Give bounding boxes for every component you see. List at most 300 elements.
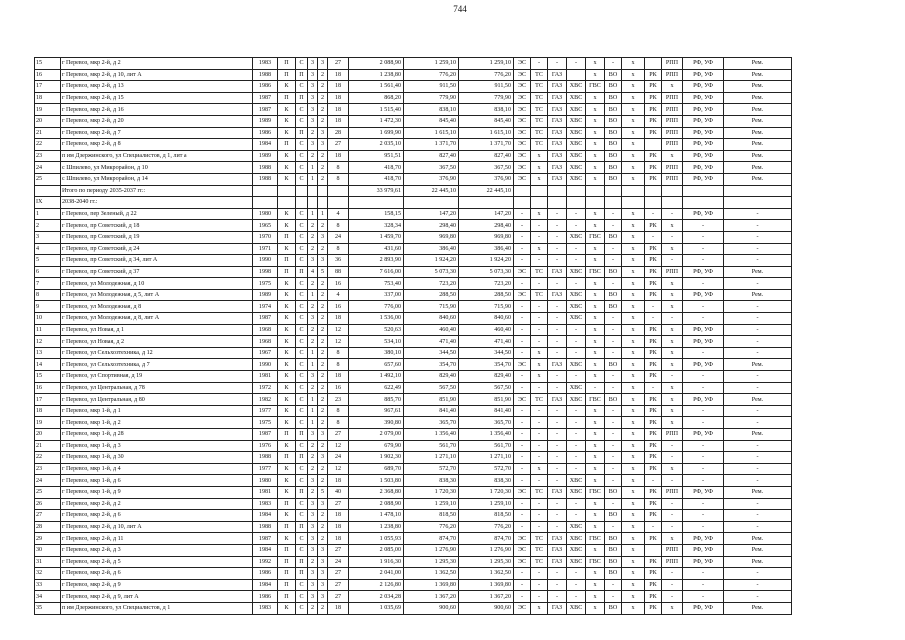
table-cell: 4 bbox=[328, 208, 349, 220]
table-cell: - bbox=[605, 347, 622, 359]
table-cell: ВО bbox=[605, 533, 622, 545]
table-cell: 1987 bbox=[253, 533, 278, 545]
table-cell bbox=[308, 197, 318, 209]
table-cell: Рем. bbox=[724, 533, 792, 545]
table-cell: 1 271,10 bbox=[459, 452, 514, 464]
table-cell: х bbox=[586, 324, 605, 336]
table-cell: - bbox=[662, 371, 683, 383]
table-cell: 2 bbox=[308, 301, 318, 313]
address-cell: г Перевоз, мкр 2-й, д 10, лит А bbox=[61, 521, 253, 533]
table-cell: - bbox=[514, 347, 531, 359]
table-cell: РК bbox=[645, 463, 662, 475]
table-cell: - bbox=[548, 255, 567, 267]
table-cell: 2 bbox=[308, 324, 318, 336]
table-cell: РК bbox=[645, 556, 662, 568]
table-cell: 841,40 bbox=[404, 405, 459, 417]
table-cell: 657,60 bbox=[349, 359, 404, 371]
table-cell: 3 bbox=[318, 544, 328, 556]
row-number-cell: 2 bbox=[35, 220, 61, 232]
table-cell: ГАЗ bbox=[548, 556, 567, 568]
table-cell: РК bbox=[645, 243, 662, 255]
table-cell: - bbox=[605, 371, 622, 383]
table-row bbox=[35, 243, 792, 255]
table-cell: 1975 bbox=[253, 417, 278, 429]
address-cell: г Перевоз, мкр 2-й, д 2 bbox=[61, 498, 253, 510]
table-cell: 1986 bbox=[253, 568, 278, 580]
row-number-cell: 33 bbox=[35, 579, 61, 591]
table-cell: х bbox=[622, 405, 645, 417]
table-cell: 1 035,69 bbox=[349, 602, 404, 614]
table-cell: 753,40 bbox=[349, 278, 404, 290]
table-cell: П bbox=[296, 92, 308, 104]
row-number-cell: 4 bbox=[35, 243, 61, 255]
table-row bbox=[35, 417, 792, 429]
table-cell: 2 bbox=[318, 243, 328, 255]
table-cell: х bbox=[662, 533, 683, 545]
table-cell: - bbox=[548, 231, 567, 243]
table-cell: 967,61 bbox=[349, 405, 404, 417]
table-cell: 8 bbox=[328, 359, 349, 371]
table-cell: РФ, УФ bbox=[683, 104, 724, 116]
table-row bbox=[35, 255, 792, 267]
table-cell: 27 bbox=[328, 498, 349, 510]
table-cell: 471,40 bbox=[404, 336, 459, 348]
table-cell: 1 276,90 bbox=[404, 544, 459, 556]
table-cell: - bbox=[514, 475, 531, 487]
table-cell: - bbox=[724, 568, 792, 580]
table-cell: 36 bbox=[328, 255, 349, 267]
table-cell: П bbox=[278, 58, 296, 70]
table-row bbox=[35, 69, 792, 81]
table-cell: 622,49 bbox=[349, 382, 404, 394]
table-cell: РК bbox=[645, 336, 662, 348]
table-cell: РК bbox=[645, 150, 662, 162]
table-cell: РПП bbox=[662, 429, 683, 441]
table-cell: 1987 bbox=[253, 313, 278, 325]
table-cell: 1 478,10 bbox=[349, 510, 404, 522]
table-cell: - bbox=[514, 498, 531, 510]
table-cell: 386,40 bbox=[404, 243, 459, 255]
table-cell: - bbox=[514, 336, 531, 348]
table-cell: 715,90 bbox=[404, 301, 459, 313]
table-cell: - bbox=[531, 382, 548, 394]
row-number-cell: 12 bbox=[35, 336, 61, 348]
table-cell: П bbox=[296, 486, 308, 498]
table-cell: ГВС bbox=[586, 486, 605, 498]
table-cell: х bbox=[662, 220, 683, 232]
table-cell: ГАЗ bbox=[548, 81, 567, 93]
table-cell: ВО bbox=[605, 556, 622, 568]
table-cell: х bbox=[662, 336, 683, 348]
table-cell: 1 916,30 bbox=[349, 556, 404, 568]
table-cell: 1 356,40 bbox=[404, 429, 459, 441]
table-cell: 1989 bbox=[253, 289, 278, 301]
table-cell: х bbox=[662, 278, 683, 290]
table-cell: х bbox=[586, 602, 605, 614]
table-cell: К bbox=[278, 301, 296, 313]
table-cell: х bbox=[586, 475, 605, 487]
table-cell: х bbox=[622, 162, 645, 174]
table-cell: - bbox=[531, 58, 548, 70]
table-cell: - bbox=[683, 417, 724, 429]
table-cell: 27 bbox=[328, 568, 349, 580]
table-cell: х bbox=[586, 371, 605, 383]
table-cell: ТС bbox=[531, 544, 548, 556]
table-cell: 845,40 bbox=[459, 115, 514, 127]
table-cell: 8 bbox=[328, 417, 349, 429]
table-cell: х bbox=[662, 405, 683, 417]
table-cell: Рем. bbox=[724, 139, 792, 151]
table-cell: 2 bbox=[318, 150, 328, 162]
table-cell: ТС bbox=[531, 266, 548, 278]
table-cell: С bbox=[296, 359, 308, 371]
table-cell: - bbox=[605, 58, 622, 70]
table-cell: 3 bbox=[308, 139, 318, 151]
table-cell: - bbox=[567, 255, 586, 267]
row-number-cell: 22 bbox=[35, 452, 61, 464]
table-cell: РК bbox=[645, 324, 662, 336]
table-cell: - bbox=[567, 568, 586, 580]
table-cell: - bbox=[662, 591, 683, 603]
table-cell: 12 bbox=[328, 336, 349, 348]
table-cell bbox=[645, 197, 662, 209]
table-cell: ВО bbox=[605, 69, 622, 81]
table-cell: 418,70 bbox=[349, 162, 404, 174]
table-cell: 1 bbox=[318, 208, 328, 220]
table-cell: РПП bbox=[662, 266, 683, 278]
table-cell: - bbox=[567, 417, 586, 429]
table-cell: 1 536,00 bbox=[349, 313, 404, 325]
table-cell: - bbox=[548, 208, 567, 220]
table-cell: Рем. bbox=[724, 150, 792, 162]
table-row bbox=[35, 440, 792, 452]
table-cell: С bbox=[296, 544, 308, 556]
table-cell: ГВС bbox=[586, 81, 605, 93]
table-cell: РФ, УФ bbox=[683, 81, 724, 93]
table-cell bbox=[724, 197, 792, 209]
table-cell: - bbox=[724, 463, 792, 475]
table-cell: 2 bbox=[318, 173, 328, 185]
row-number-cell: 1 bbox=[35, 208, 61, 220]
table-cell: 874,70 bbox=[459, 533, 514, 545]
table-cell: 354,70 bbox=[459, 359, 514, 371]
table-cell: С bbox=[296, 347, 308, 359]
table-cell: 22 445,10 bbox=[459, 185, 514, 197]
table-cell: 1 371,70 bbox=[404, 139, 459, 151]
row-number-cell: 15 bbox=[35, 58, 61, 70]
table-cell: 3 bbox=[308, 371, 318, 383]
row-number-cell bbox=[35, 185, 61, 197]
table-cell: 1 bbox=[308, 173, 318, 185]
row-number-cell: 26 bbox=[35, 498, 61, 510]
table-cell bbox=[605, 197, 622, 209]
table-cell: 2 bbox=[318, 382, 328, 394]
table-cell: х bbox=[586, 208, 605, 220]
table-cell: 1982 bbox=[253, 394, 278, 406]
table-cell: 2 bbox=[318, 359, 328, 371]
table-cell: ГАЗ bbox=[548, 394, 567, 406]
table-cell: х bbox=[622, 115, 645, 127]
table-cell: ВО bbox=[605, 104, 622, 116]
table-cell: К bbox=[278, 208, 296, 220]
table-cell: П bbox=[296, 429, 308, 441]
table-cell: - bbox=[567, 347, 586, 359]
row-number-cell: 20 bbox=[35, 429, 61, 441]
table-cell: - bbox=[605, 208, 622, 220]
table-cell: 1 356,40 bbox=[459, 429, 514, 441]
table-cell: - bbox=[514, 382, 531, 394]
table-cell: ЭС bbox=[514, 92, 531, 104]
table-cell: 3 bbox=[308, 498, 318, 510]
table-cell: 1 259,10 bbox=[404, 58, 459, 70]
table-cell: х bbox=[622, 150, 645, 162]
table-cell bbox=[567, 197, 586, 209]
table-cell: 1986 bbox=[253, 591, 278, 603]
table-cell: 18 bbox=[328, 313, 349, 325]
table-cell: - bbox=[605, 405, 622, 417]
table-cell bbox=[586, 197, 605, 209]
table-cell bbox=[567, 69, 586, 81]
table-cell: С bbox=[296, 220, 308, 232]
table-cell: 1 924,20 bbox=[459, 255, 514, 267]
table-cell: х bbox=[622, 139, 645, 151]
address-cell: г Перевоз, мкр 2-й, д 6 bbox=[61, 568, 253, 580]
table-cell: К bbox=[278, 486, 296, 498]
table-cell: 376,90 bbox=[404, 173, 459, 185]
table-cell: х bbox=[586, 568, 605, 580]
address-cell: г Перевоз, ул Молодежная, д 10 bbox=[61, 278, 253, 290]
table-cell: 1984 bbox=[253, 510, 278, 522]
table-cell: 779,90 bbox=[459, 92, 514, 104]
table-cell: РФ, УФ bbox=[683, 394, 724, 406]
table-cell: ТС bbox=[531, 81, 548, 93]
table-cell: 1 720,30 bbox=[459, 486, 514, 498]
table-cell: 1 720,30 bbox=[404, 486, 459, 498]
page-number: 744 bbox=[453, 4, 467, 14]
table-cell: 1 615,10 bbox=[459, 127, 514, 139]
table-cell: х bbox=[586, 510, 605, 522]
table-cell: х bbox=[586, 579, 605, 591]
table-cell: х bbox=[622, 382, 645, 394]
table-cell: 1 295,30 bbox=[459, 556, 514, 568]
table-cell: 354,70 bbox=[404, 359, 459, 371]
table-cell: 679,90 bbox=[349, 440, 404, 452]
table-cell: - bbox=[645, 313, 662, 325]
table-cell: К bbox=[278, 324, 296, 336]
table-row bbox=[35, 405, 792, 417]
table-cell: х bbox=[586, 313, 605, 325]
address-cell: г Перевоз, мкр 2-й, д 15 bbox=[61, 92, 253, 104]
table-cell: ХВС bbox=[567, 486, 586, 498]
address-cell: г Перевоз, мкр 2-й, д 2 bbox=[61, 58, 253, 70]
table-cell: - bbox=[548, 324, 567, 336]
table-cell: х bbox=[586, 255, 605, 267]
table-cell: 838,10 bbox=[459, 104, 514, 116]
table-cell: ТС bbox=[531, 115, 548, 127]
table-cell: С bbox=[296, 243, 308, 255]
row-number-cell: 21 bbox=[35, 127, 61, 139]
table-cell: ГАЗ bbox=[548, 533, 567, 545]
row-number-cell: 10 bbox=[35, 313, 61, 325]
table-cell: 534,10 bbox=[349, 336, 404, 348]
table-cell: ХВС bbox=[567, 127, 586, 139]
table-cell: 779,90 bbox=[404, 92, 459, 104]
table-cell: 3 bbox=[308, 579, 318, 591]
table-cell: 1967 bbox=[253, 347, 278, 359]
table-cell: - bbox=[567, 498, 586, 510]
table-cell: ХВС bbox=[567, 289, 586, 301]
table-cell: х bbox=[622, 208, 645, 220]
table-cell: 16 bbox=[328, 382, 349, 394]
table-cell: ВО bbox=[605, 359, 622, 371]
address-cell: г Перевоз, мкр 2-й, д 10, лит А bbox=[61, 69, 253, 81]
table-cell: 18 bbox=[328, 92, 349, 104]
table-cell: - bbox=[605, 521, 622, 533]
table-cell: 12 bbox=[328, 324, 349, 336]
table-cell: 520,63 bbox=[349, 324, 404, 336]
address-cell: г Перевоз, пер Зеленый, д 22 bbox=[61, 208, 253, 220]
table-cell: 18 bbox=[328, 371, 349, 383]
table-cell: П bbox=[278, 69, 296, 81]
table-cell: - bbox=[724, 498, 792, 510]
table-cell: 3 bbox=[308, 92, 318, 104]
table-cell: - bbox=[548, 429, 567, 441]
table-cell: 1 055,93 bbox=[349, 533, 404, 545]
table-cell: 4 bbox=[328, 289, 349, 301]
table-cell: - bbox=[683, 243, 724, 255]
table-cell: х bbox=[622, 359, 645, 371]
table-cell: 2 bbox=[308, 556, 318, 568]
table-row bbox=[35, 162, 792, 174]
table-cell: х bbox=[662, 463, 683, 475]
table-cell: 3 bbox=[308, 510, 318, 522]
table-cell: ГВС bbox=[586, 556, 605, 568]
table-cell: 3 bbox=[318, 231, 328, 243]
table-cell: - bbox=[548, 579, 567, 591]
table-cell: - bbox=[531, 417, 548, 429]
table-cell: РФ, УФ bbox=[683, 208, 724, 220]
row-number-cell: 6 bbox=[35, 266, 61, 278]
table-cell: РК bbox=[645, 510, 662, 522]
table-cell: ВО bbox=[605, 81, 622, 93]
table-cell: РФ, УФ bbox=[683, 533, 724, 545]
table-cell: 2 bbox=[308, 463, 318, 475]
table-cell: х bbox=[531, 347, 548, 359]
table-cell: К bbox=[278, 336, 296, 348]
table-cell: ХВС bbox=[567, 115, 586, 127]
table-cell: 2 bbox=[318, 510, 328, 522]
table-cell: х bbox=[662, 301, 683, 313]
table-cell: х bbox=[662, 289, 683, 301]
table-cell bbox=[328, 185, 349, 197]
table-cell: ВО bbox=[605, 127, 622, 139]
table-cell: ЭС bbox=[514, 139, 531, 151]
address-cell: г Перевоз, ул Молодежная, д 8, лит А bbox=[61, 313, 253, 325]
table-row bbox=[35, 382, 792, 394]
table-cell: ЭС bbox=[514, 486, 531, 498]
table-cell: 147,20 bbox=[404, 208, 459, 220]
table-cell: х bbox=[622, 289, 645, 301]
table-cell: 1 362,50 bbox=[404, 568, 459, 580]
table-cell: К bbox=[278, 347, 296, 359]
table-cell: 2 bbox=[318, 289, 328, 301]
table-cell: ВО bbox=[605, 266, 622, 278]
table-cell: С bbox=[296, 579, 308, 591]
table-cell: х bbox=[586, 289, 605, 301]
table-cell: 3 bbox=[318, 591, 328, 603]
table-cell: 158,15 bbox=[349, 208, 404, 220]
row-number-cell: 16 bbox=[35, 69, 61, 81]
table-cell: П bbox=[296, 556, 308, 568]
table-cell: 4 bbox=[308, 266, 318, 278]
table-cell: Рем. bbox=[724, 58, 792, 70]
table-cell: К bbox=[278, 533, 296, 545]
table-row bbox=[35, 579, 792, 591]
table-cell: 27 bbox=[328, 544, 349, 556]
table-cell bbox=[586, 185, 605, 197]
table-cell: К bbox=[278, 602, 296, 614]
table-cell: ГВС bbox=[586, 533, 605, 545]
table-cell bbox=[296, 197, 308, 209]
row-number-cell: 29 bbox=[35, 533, 61, 545]
table-cell: - bbox=[724, 510, 792, 522]
table-cell: ЭС bbox=[514, 115, 531, 127]
table-cell: 1 924,20 bbox=[404, 255, 459, 267]
table-cell: - bbox=[514, 313, 531, 325]
table-cell: - bbox=[531, 231, 548, 243]
table-cell: ТС bbox=[531, 92, 548, 104]
table-cell: 838,30 bbox=[404, 475, 459, 487]
table-cell: - bbox=[683, 371, 724, 383]
table-cell: х bbox=[622, 58, 645, 70]
table-cell: ЭС bbox=[514, 150, 531, 162]
row-number-cell: 28 bbox=[35, 521, 61, 533]
address-cell: г Перевоз, ул Центральная, д 80 bbox=[61, 394, 253, 406]
table-cell: Рем. bbox=[724, 556, 792, 568]
table-cell: С bbox=[296, 208, 308, 220]
table-cell: 460,40 bbox=[404, 324, 459, 336]
table-cell: РПП bbox=[662, 58, 683, 70]
table-row bbox=[35, 139, 792, 151]
row-number-cell: 11 bbox=[35, 324, 61, 336]
table-cell: РФ, УФ bbox=[683, 127, 724, 139]
table-cell: 2 bbox=[318, 394, 328, 406]
row-number-cell: 14 bbox=[35, 359, 61, 371]
address-cell: г Перевоз, мкр 1-й, д 28 bbox=[61, 429, 253, 441]
table-cell bbox=[662, 197, 683, 209]
table-row bbox=[35, 301, 792, 313]
table-cell: 2 bbox=[308, 382, 318, 394]
table-cell: К bbox=[278, 371, 296, 383]
table-cell: ВО bbox=[605, 150, 622, 162]
table-cell: х bbox=[586, 243, 605, 255]
table-cell: ГАЗ bbox=[548, 92, 567, 104]
row-number-cell: 18 bbox=[35, 405, 61, 417]
table-cell: - bbox=[662, 313, 683, 325]
table-cell: - bbox=[605, 591, 622, 603]
table-cell: 8 bbox=[328, 220, 349, 232]
table-cell: РФ, УФ bbox=[683, 162, 724, 174]
table-cell: 1988 bbox=[253, 452, 278, 464]
table-cell bbox=[622, 185, 645, 197]
table-cell: П bbox=[278, 579, 296, 591]
table-cell: 3 bbox=[308, 69, 318, 81]
table-cell: РК bbox=[645, 452, 662, 464]
table-cell: 2 bbox=[308, 243, 318, 255]
table-cell: 16 bbox=[328, 301, 349, 313]
table-cell: ГАЗ bbox=[548, 162, 567, 174]
table-cell: ХВС bbox=[567, 533, 586, 545]
